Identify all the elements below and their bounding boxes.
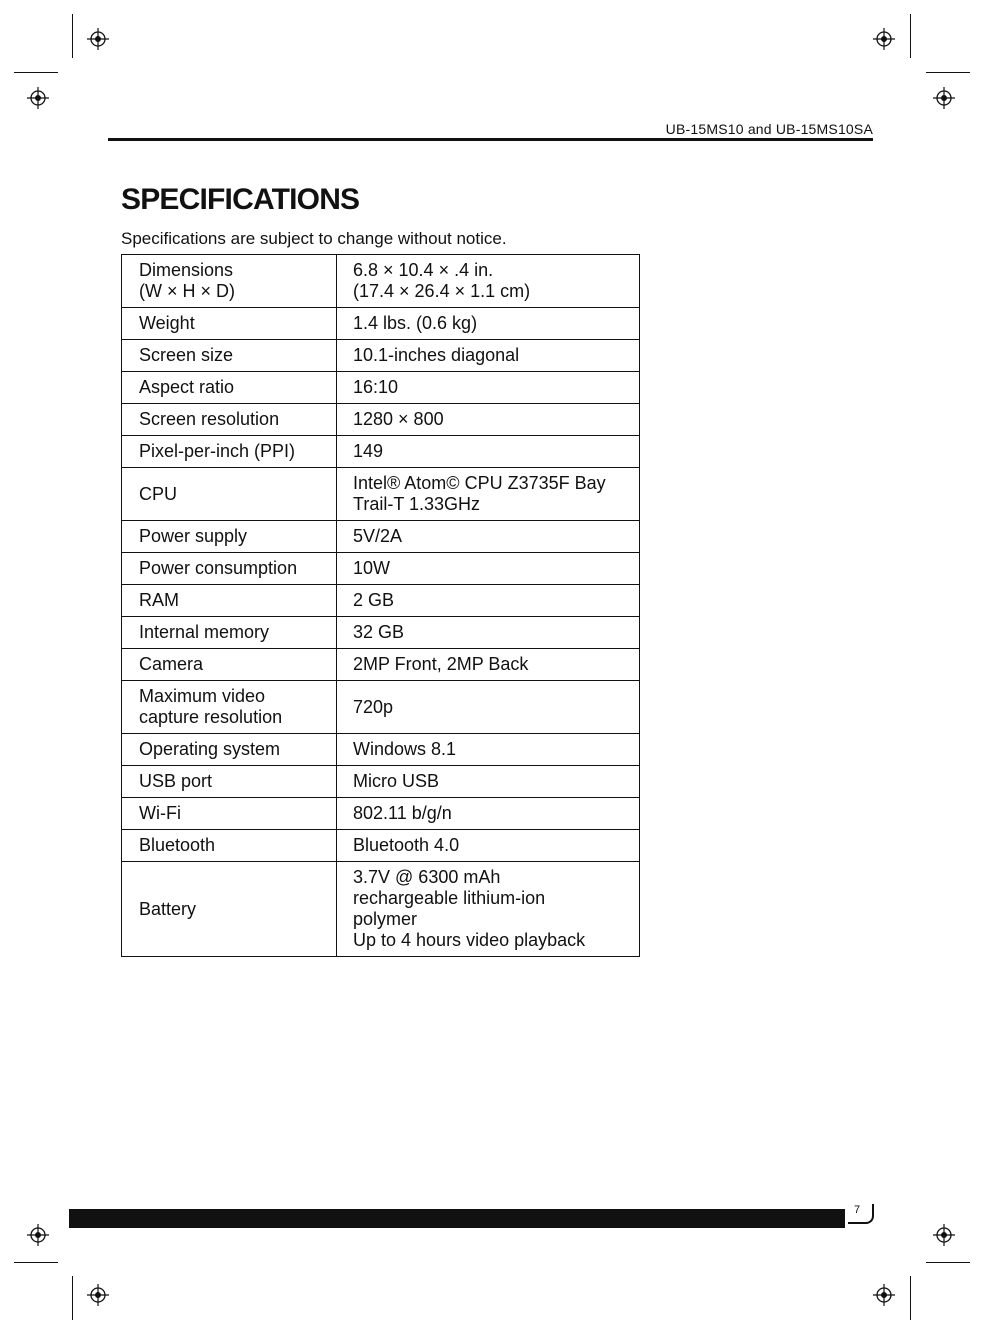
- table-row: [122, 734, 640, 766]
- registration-mark-icon: [873, 28, 895, 50]
- spec-value: 10W: [337, 553, 640, 585]
- crop-mark: [926, 72, 970, 73]
- spec-value: Micro USB: [337, 766, 640, 798]
- spec-label: Power supply: [122, 521, 337, 553]
- spec-label: Wi-Fi: [122, 798, 337, 830]
- page-number: 7: [848, 1204, 874, 1224]
- spec-value: 32 GB: [337, 617, 640, 649]
- footer-bar: [69, 1209, 845, 1228]
- spec-value: 802.11 b/g/n: [337, 798, 640, 830]
- spec-label: Screen resolution: [122, 404, 337, 436]
- table-row: [122, 862, 640, 957]
- spec-value: 720p: [337, 681, 640, 734]
- header-model-name: UB-15MS10 and UB-15MS10SA: [665, 121, 873, 137]
- header-divider: [108, 138, 873, 141]
- crop-mark: [910, 14, 911, 58]
- spec-value: Bluetooth 4.0: [337, 830, 640, 862]
- table-row: [122, 255, 640, 308]
- spec-label: CPU: [122, 468, 337, 521]
- registration-mark-icon: [933, 1224, 955, 1246]
- registration-mark-icon: [27, 87, 49, 109]
- registration-mark-icon: [27, 1224, 49, 1246]
- specifications-table: [121, 254, 640, 957]
- spec-label: Bluetooth: [122, 830, 337, 862]
- table-row: [122, 436, 640, 468]
- registration-mark-icon: [873, 1284, 895, 1306]
- spec-label: Operating system: [122, 734, 337, 766]
- spec-value: 2MP Front, 2MP Back: [337, 649, 640, 681]
- crop-mark: [926, 1262, 970, 1263]
- table-row: [122, 681, 640, 734]
- spec-label: Pixel-per-inch (PPI): [122, 436, 337, 468]
- table-row: [122, 766, 640, 798]
- spec-value: Windows 8.1: [337, 734, 640, 766]
- spec-label: USB port: [122, 766, 337, 798]
- registration-mark-icon: [933, 87, 955, 109]
- spec-label: Weight: [122, 308, 337, 340]
- registration-mark-icon: [87, 28, 109, 50]
- spec-value: 6.8 × 10.4 × .4 in. (17.4 × 26.4 × 1.1 cm): [337, 255, 640, 308]
- table-row: [122, 649, 640, 681]
- spec-label: Internal memory: [122, 617, 337, 649]
- spec-value: 1280 × 800: [337, 404, 640, 436]
- table-row: [122, 372, 640, 404]
- table-row: [122, 308, 640, 340]
- spec-label: Power consumption: [122, 553, 337, 585]
- crop-mark: [910, 1276, 911, 1320]
- spec-value: 3.7V @ 6300 mAh rechargeable lithium-ion polymer Up to 4 hours video playback: [337, 862, 640, 957]
- crop-mark: [72, 14, 73, 58]
- table-row: [122, 468, 640, 521]
- spec-value: 1.4 lbs. (0.6 kg): [337, 308, 640, 340]
- crop-mark: [72, 1276, 73, 1320]
- spec-value: 16:10: [337, 372, 640, 404]
- page-title: SPECIFICATIONS: [121, 183, 360, 216]
- spec-label: RAM: [122, 585, 337, 617]
- spec-label: Screen size: [122, 340, 337, 372]
- table-row: [122, 521, 640, 553]
- table-row: [122, 340, 640, 372]
- spec-label: Camera: [122, 649, 337, 681]
- spec-value: 2 GB: [337, 585, 640, 617]
- spec-label: Dimensions (W × H × D): [122, 255, 337, 308]
- table-row: [122, 404, 640, 436]
- spec-value: 10.1-inches diagonal: [337, 340, 640, 372]
- spec-label: Maximum video capture resolution: [122, 681, 337, 734]
- crop-mark: [14, 72, 58, 73]
- table-row: [122, 585, 640, 617]
- spec-label: Aspect ratio: [122, 372, 337, 404]
- table-row: [122, 830, 640, 862]
- crop-mark: [14, 1262, 58, 1263]
- table-row: [122, 798, 640, 830]
- table-row: [122, 617, 640, 649]
- spec-value: 149: [337, 436, 640, 468]
- spec-value: Intel® Atom© CPU Z3735F Bay Trail-T 1.33GHz: [337, 468, 640, 521]
- page-subtitle: Specifications are subject to change without notice.: [121, 229, 507, 248]
- spec-value: 5V/2A: [337, 521, 640, 553]
- registration-mark-icon: [87, 1284, 109, 1306]
- table-row: [122, 553, 640, 585]
- spec-label: Battery: [122, 862, 337, 957]
